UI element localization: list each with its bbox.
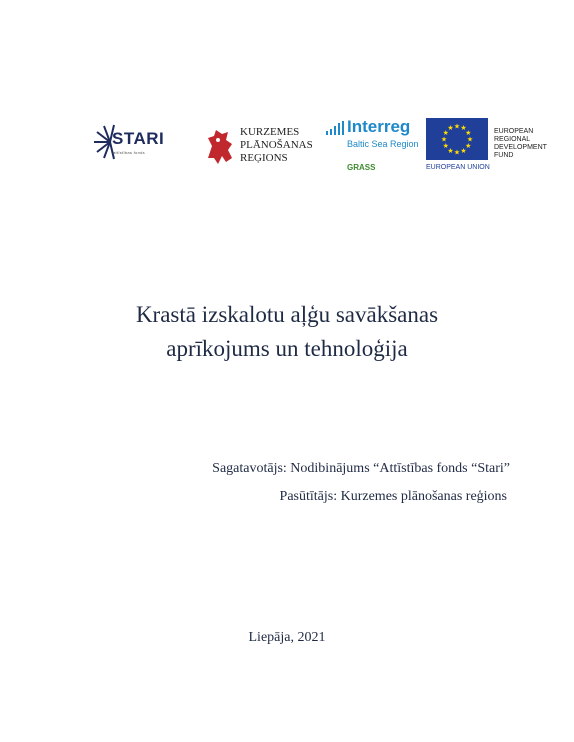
eu-star-icon: ★: [447, 124, 454, 133]
eu-logo: [426, 118, 556, 178]
interreg-name: Interreg: [347, 117, 411, 136]
kurzemes-text: [240, 126, 313, 165]
signal-bars-icon: [326, 121, 346, 137]
project-name: GRASS: [347, 163, 376, 172]
ordered-by: Pasūtītājs: Kurzemes plānošanas reģions: [279, 489, 507, 504]
eu-star-icon: ★: [442, 142, 449, 150]
stari-name: STARI: [112, 129, 165, 148]
kpr-line-1: KURZEMES: [240, 126, 300, 138]
interreg-logo: [326, 116, 426, 176]
interreg-program: Baltic Sea Region: [347, 139, 419, 149]
kpr-line-2: PLĀNOŠANAS: [240, 139, 313, 151]
eu-star-icon: ★: [447, 146, 454, 155]
logo-bar: [0, 116, 574, 186]
fund-line-4: FUND: [494, 152, 514, 159]
stari-logo: [92, 120, 165, 164]
eu-star-icon: ★: [453, 122, 461, 131]
fund-line-3: DEVELOPMENT: [494, 144, 547, 151]
lion-emblem-icon: [204, 128, 236, 166]
eu-union-label: EUROPEAN UNION: [426, 164, 490, 171]
kpr-line-3: REĢIONS: [240, 152, 288, 164]
eu-star-icon: ★: [453, 148, 461, 157]
title-line-1: Krastā izskalotu aļģu savākšanas: [135, 302, 439, 327]
document-title: [0, 298, 574, 366]
prepared-by: Sagatavotājs: Nodibinājums “Attīstības fonds “Stari”: [212, 461, 510, 476]
eu-fund-text: [494, 128, 547, 160]
fund-line-2: REGIONAL: [494, 136, 531, 143]
eu-star-icon: ★: [465, 142, 472, 150]
eu-star-icon: ★: [465, 129, 472, 137]
stari-tagline: attīstības fonds: [113, 150, 145, 155]
place-year: Liepāja, 2021: [248, 630, 326, 645]
eu-star-icon: ★: [466, 135, 474, 144]
document-meta: [212, 455, 510, 511]
eu-star-icon: ★: [460, 124, 467, 133]
eu-star-icon: ★: [460, 146, 467, 155]
eu-star-icon: ★: [440, 135, 448, 144]
eu-star-icon: ★: [442, 129, 449, 137]
fund-line-1: EUROPEAN: [494, 128, 534, 135]
eu-flag-icon: [426, 118, 488, 160]
title-line-2: aprīkojums un tehnoloģija: [166, 336, 408, 361]
kurzemes-logo: [204, 124, 314, 176]
